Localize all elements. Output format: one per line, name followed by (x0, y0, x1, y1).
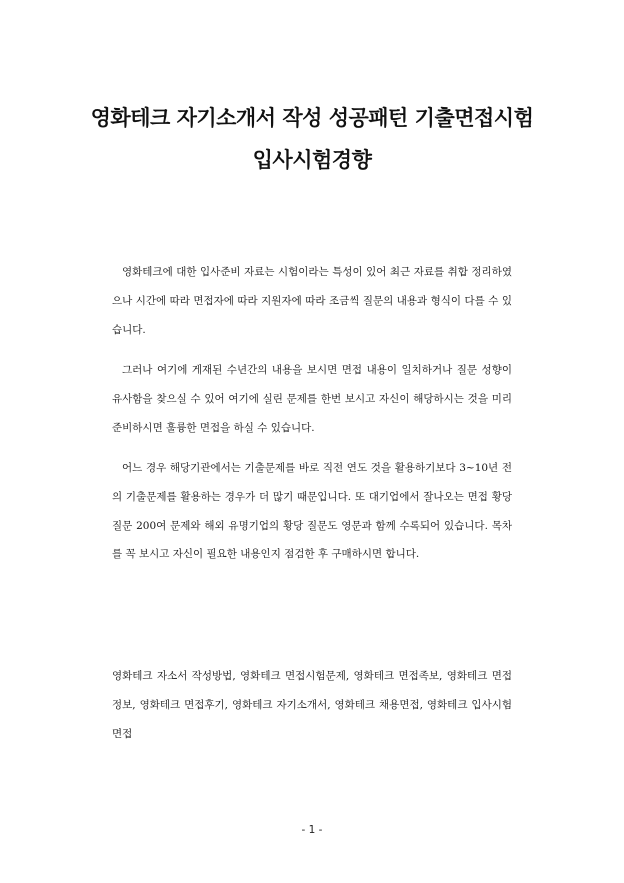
keywords-paragraph: 영화테크 자소서 작성방법, 영화테크 면접시험문제, 영화테크 면접족보, 영화테크 면접정보, 영화테크 면접후기, 영화테크 자기소개서, 영화테크 채용면접, 영화테크 입사시험면접 (112, 670, 512, 740)
intro-paragraph: 영화테크에 대한 입사준비 자료는 시험이라는 특성이 있어 최근 자료를 취합 정리하였으나 시간에 따라 면접자에 따라 지원자에 따라 조금씩 질문의 내용과 형식이 다를 수 있습니다. (112, 266, 512, 336)
document-title-line2: 입사시험경향 (252, 148, 372, 172)
document-title-line1: 영화테크 자기소개서 작성 성공패턴 기출면접시험 (90, 106, 534, 130)
page-number: - 1 - (301, 824, 323, 836)
detail-paragraph: 어느 경우 해당기관에서는 기출문제를 바로 직전 연도 것을 활용하기보다 3~10년 전의 기출문제를 활용하는 경우가 더 많기 때문입니다. 또 대기업에서 잘나오는 면접 황당 질문 200여 문제와 해외 유명기업의 황당 질문도 영문과 함께 수록되어 있습니다. 목차를 꼭 보시고 자신이 필요한 내용인지 점검한 후 구매하시면 합니다. (112, 462, 512, 561)
content-paragraph: 그러나 여기에 게재된 수년간의 내용을 보시면 면접 내용이 일치하거나 질문 성향이 유사함을 찾으실 수 있어 여기에 실린 문제를 한번 보시고 자신이 해당하시는 것을 미리 준비하시면 훌륭한 면접을 하실 수 있습니다. (112, 364, 512, 434)
